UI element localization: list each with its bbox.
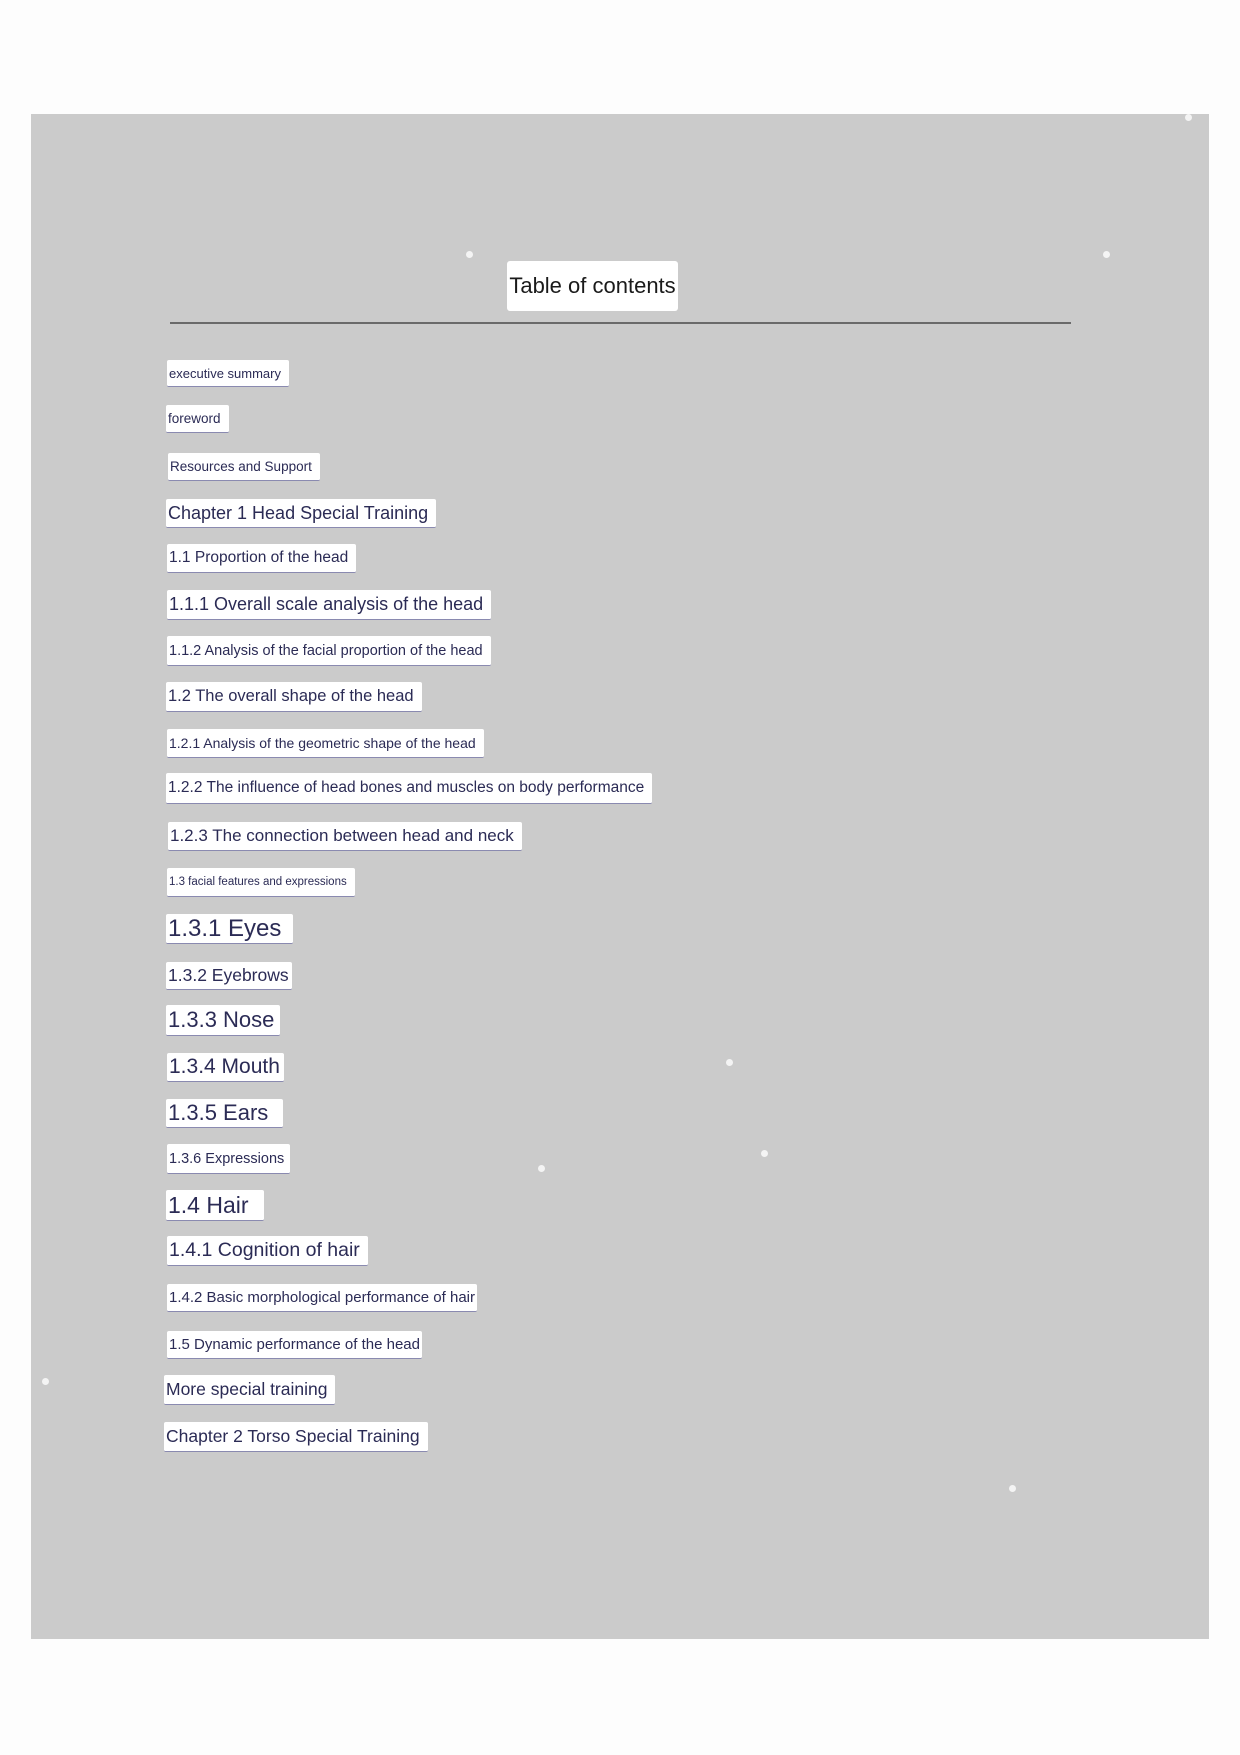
toc-entry-1-1-1[interactable]: 1.1.1 Overall scale analysis of the head (167, 590, 491, 620)
toc-entry-1-4[interactable]: 1.4 Hair (166, 1190, 264, 1221)
toc-entry-chapter-1[interactable]: Chapter 1 Head Special Training (166, 499, 436, 528)
speckle-dot (761, 1150, 768, 1157)
toc-entry-1-2-3[interactable]: 1.2.3 The connection between head and neck (168, 822, 522, 851)
toc-entry-resources-and-support[interactable]: Resources and Support (168, 453, 320, 481)
speckle-dot (466, 251, 473, 258)
speckle-dot (42, 1378, 49, 1385)
toc-entry-1-3-6[interactable]: 1.3.6 Expressions (167, 1144, 290, 1174)
toc-entry-1-4-1[interactable]: 1.4.1 Cognition of hair (167, 1236, 368, 1266)
toc-entry-1-1[interactable]: 1.1 Proportion of the head (167, 544, 356, 573)
title-divider (170, 322, 1071, 324)
toc-entry-1-2-1[interactable]: 1.2.1 Analysis of the geometric shape of the head (167, 729, 484, 758)
toc-entry-1-2[interactable]: 1.2 The overall shape of the head (166, 682, 422, 712)
toc-entry-chapter-2[interactable]: Chapter 2 Torso Special Training (164, 1422, 428, 1452)
toc-entry-1-3-2[interactable]: 1.3.2 Eyebrows (166, 962, 292, 990)
toc-entry-more-special-training[interactable]: More special training (164, 1375, 335, 1405)
toc-entry-1-3-1[interactable]: 1.3.1 Eyes (166, 914, 293, 944)
toc-title: Table of contents (507, 261, 678, 311)
speckle-dot (1009, 1485, 1016, 1492)
toc-entry-1-3[interactable]: 1.3 facial features and expressions (167, 868, 355, 897)
toc-entry-1-3-3[interactable]: 1.3.3 Nose (166, 1005, 280, 1036)
toc-entry-executive-summary[interactable]: executive summary (167, 360, 289, 387)
toc-entry-1-4-2[interactable]: 1.4.2 Basic morphological performance of hair (167, 1284, 477, 1312)
toc-entry-1-3-4[interactable]: 1.3.4 Mouth (167, 1053, 284, 1082)
speckle-dot (726, 1059, 733, 1066)
toc-entry-1-2-2[interactable]: 1.2.2 The influence of head bones and muscles on body performance (166, 773, 652, 804)
toc-entry-1-3-5[interactable]: 1.3.5 Ears (166, 1099, 283, 1128)
speckle-dot (538, 1165, 545, 1172)
toc-entry-foreword[interactable]: foreword (166, 405, 229, 433)
speckle-dot (1185, 114, 1192, 121)
speckle-dot (1103, 251, 1110, 258)
toc-entry-1-5[interactable]: 1.5 Dynamic performance of the head (167, 1331, 422, 1359)
toc-entry-1-1-2[interactable]: 1.1.2 Analysis of the facial proportion of the head (167, 636, 491, 666)
